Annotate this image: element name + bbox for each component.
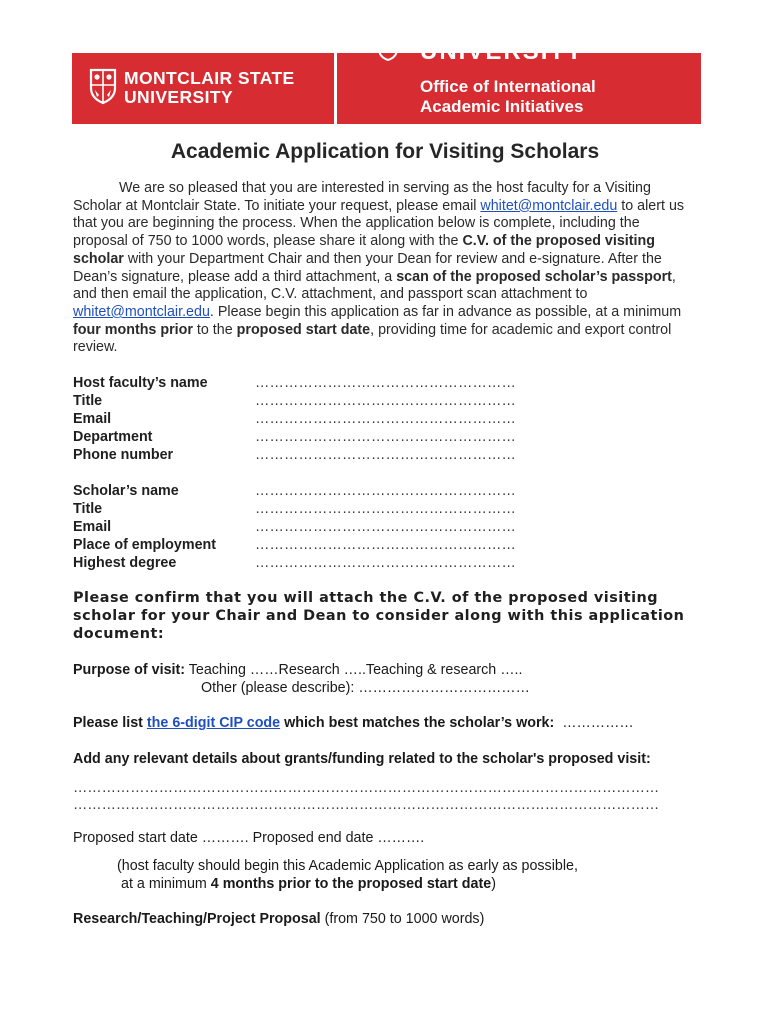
intro-text-3: with your Department Chair and then your Dean for review and e-signature. After the Dean’s signature, please add a third attachment, a — [73, 250, 662, 285]
office-name-line2: Academic Initiatives — [420, 97, 584, 116]
proposal-label: Research/Teaching/Project Proposal — [73, 911, 321, 927]
field-label: Email — [73, 410, 112, 427]
field-label: Email — [73, 518, 112, 535]
fill-in-line[interactable]: ……………………………………………… — [255, 428, 516, 445]
intro-text-5: . Please begin this application as far in advance as possible, at a minimum — [209, 303, 682, 320]
email-link-2[interactable]: whitet@montclair.edu — [73, 303, 210, 320]
page-title: Academic Application for Visiting Scholars — [170, 140, 600, 163]
proposal-heading — [73, 911, 484, 927]
intro-bold-four-months: four months prior — [73, 321, 193, 338]
field-label: Scholar’s name — [73, 483, 179, 499]
header-banner — [72, 38, 701, 124]
email-link-1[interactable]: whitet@montclair.edu — [480, 197, 618, 214]
university-name-line1: MONTCLAIR STATE — [124, 68, 295, 88]
field-label: Highest degree — [73, 554, 177, 571]
field-row — [73, 447, 516, 465]
grants-fill-line-2[interactable]: …………………………………………………………………………………………………………… — [73, 797, 660, 813]
purpose-of-visit — [73, 662, 530, 697]
note-text-a: at a minimum — [121, 875, 211, 892]
scholar-fields — [73, 483, 516, 573]
cip-code-row — [73, 715, 634, 731]
grants-label: Add any relevant details about grants/funding related to the scholar's proposed visit: — [73, 751, 651, 767]
fill-in-line[interactable]: ……………………………………………… — [255, 536, 516, 553]
fill-in-line[interactable]: ……………………………………………… — [255, 392, 516, 409]
purpose-options[interactable]: Teaching ……Research …..Teaching & research ….. — [185, 662, 523, 678]
banner-divider — [334, 53, 337, 124]
fill-in-line[interactable]: ……………………………………………… — [255, 375, 516, 391]
university-name — [124, 69, 295, 107]
field-row — [73, 519, 516, 537]
field-label: Department — [73, 428, 153, 445]
field-row — [73, 555, 516, 573]
fill-in-line[interactable]: ……………………………………………… — [255, 446, 516, 463]
note-line2 — [117, 876, 578, 894]
timing-note — [117, 858, 578, 893]
intro-bold-cv: C.V. of the proposed visiting scholar — [73, 233, 655, 267]
intro-text-2: to alert us that you are beginning the process. When the application below is complete, including the proposal of 750 to 1000 words, please share it along with the — [73, 197, 685, 250]
confirm-cv-notice: Please confirm that you will attach the C.V. of the proposed visiting scholar for your Chair and Dean to consider along with this application document: — [73, 590, 685, 642]
note-bold: 4 months prior to the proposed start date — [210, 875, 492, 892]
intro-bold-start-date: proposed start date — [236, 321, 371, 338]
field-row — [73, 483, 516, 501]
field-label: Place of employment — [73, 536, 217, 553]
university-name-line2: UNIVERSITY — [124, 87, 234, 107]
fill-in-line[interactable]: ……………………………………………… — [255, 483, 516, 499]
cip-prefix: Please list — [73, 715, 147, 731]
university-logo-block — [72, 53, 334, 124]
cropped-shield-icon — [377, 39, 399, 61]
intro-text-4: , and then email the application, C.V. attachment, and passport scan attachment to — [73, 268, 676, 303]
office-name — [420, 77, 596, 117]
purpose-label: Purpose of visit: — [73, 662, 186, 678]
office-name-line1: Office of International — [420, 77, 596, 96]
field-label: Host faculty’s name — [73, 375, 208, 391]
purpose-other[interactable]: Other (please describe): ……………………………… — [201, 679, 530, 696]
proposed-dates[interactable]: Proposed start date ………. Proposed end date ………. — [73, 830, 425, 846]
note-text-c: ) — [491, 875, 496, 892]
cip-code-link[interactable]: the 6-digit CIP code — [146, 715, 281, 731]
intro-text-7: , providing time for academic and export control review. — [73, 321, 672, 356]
fill-in-line[interactable]: ……………………………………………… — [255, 410, 516, 427]
cip-fill-in[interactable]: …………… — [562, 715, 634, 731]
note-line1: (host faculty should begin this Academic Application as early as possible, — [117, 858, 578, 874]
fill-in-line[interactable]: ……………………………………………… — [255, 554, 516, 571]
field-row — [73, 393, 516, 411]
field-row — [73, 375, 516, 393]
fill-in-line[interactable]: ……………………………………………… — [255, 500, 516, 517]
field-row — [73, 411, 516, 429]
intro-bold-passport: scan of the proposed scholar’s passport — [396, 268, 672, 285]
field-row — [73, 501, 516, 519]
proposal-suffix: (from 750 to 1000 words) — [320, 911, 485, 927]
fill-in-line[interactable]: ……………………………………………… — [255, 518, 516, 535]
field-label: Title — [73, 500, 103, 517]
intro-text-1: We are so pleased that you are interested in serving as the host faculty for a Visiting Scholar at Montclair State. To initiate your request, please email — [73, 180, 651, 214]
field-label: Title — [73, 392, 103, 409]
host-faculty-fields — [73, 375, 516, 465]
field-label: Phone number — [73, 446, 174, 463]
field-row — [73, 537, 516, 555]
field-row — [73, 429, 516, 447]
cip-suffix: which best matches the scholar’s work: — [280, 715, 555, 731]
intro-text-6: to the — [192, 321, 237, 338]
grants-fill-line-1[interactable]: …………………………………………………………………………………………………………… — [73, 780, 660, 796]
cropped-university-word: UNIVERSITY — [420, 38, 585, 65]
intro-paragraph — [73, 180, 698, 357]
shield-logo-icon — [89, 68, 117, 104]
